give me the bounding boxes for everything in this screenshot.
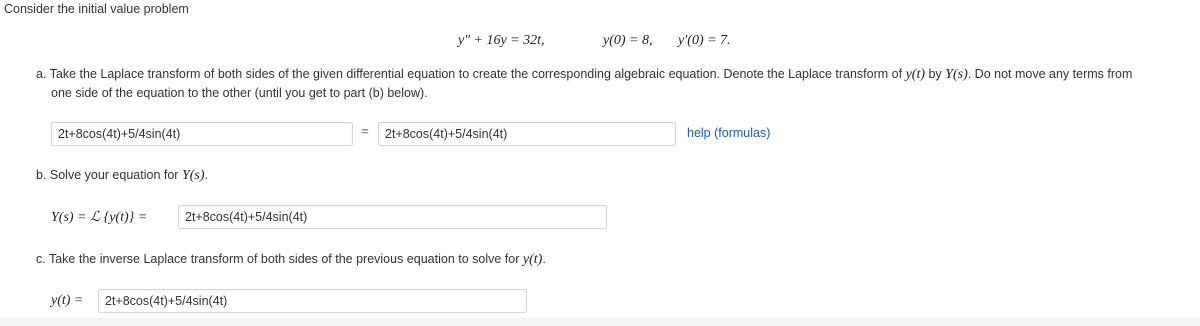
help-formulas-link[interactable]: help (formulas) [687, 126, 771, 140]
part-a-instructions [36, 67, 1132, 83]
part-a-left-input[interactable]: 2t+8cos(4t)+5/4sin(4t) [51, 122, 353, 146]
part-b-equation-label: Y(s) = ℒ {y(t)} = [51, 210, 148, 225]
bottom-divider [0, 318, 1200, 326]
part-a-text: a. Take the Laplace transform of both sides of the given differential equation to create the corresponding algebraic equation. Denote the Laplace transform of [36, 67, 903, 81]
part-c-period: . [542, 252, 546, 266]
part-c-equation-label: y(t) = [51, 293, 84, 308]
part-a-by: by [928, 67, 942, 81]
part-b-instructions [36, 168, 208, 184]
part-a-yt: y(t) [905, 67, 925, 82]
part-a-Ys: Y(s) [945, 67, 968, 82]
part-c-text: c. Take the inverse Laplace transform of both sides of the previous equation to solve for [36, 252, 520, 266]
part-b-text: b. Solve your equation for [36, 168, 179, 182]
part-c-instructions [36, 252, 546, 268]
part-b-Ys: Y(s) [181, 168, 205, 183]
part-a-text-line2: one side of the equation to the other (until you get to part (b) below). [51, 86, 428, 100]
initial-condition-1: y(0) = 8, [603, 33, 653, 48]
ode-equation: y″ + 16y = 32t, [458, 33, 545, 48]
part-c-input[interactable]: 2t+8cos(4t)+5/4sin(4t) [98, 289, 527, 313]
part-a-rest: . Do not move any terms from [967, 67, 1133, 81]
part-a-right-input[interactable]: 2t+8cos(4t)+5/4sin(4t) [378, 122, 676, 146]
equals-sign: = [361, 125, 369, 140]
part-c-yt: y(t) [522, 252, 543, 267]
part-b-input[interactable]: 2t+8cos(4t)+5/4sin(4t) [178, 205, 607, 229]
intro-text: Consider the initial value problem [4, 2, 189, 16]
initial-condition-2: y′(0) = 7. [678, 33, 731, 48]
part-b-period: . [204, 168, 208, 182]
